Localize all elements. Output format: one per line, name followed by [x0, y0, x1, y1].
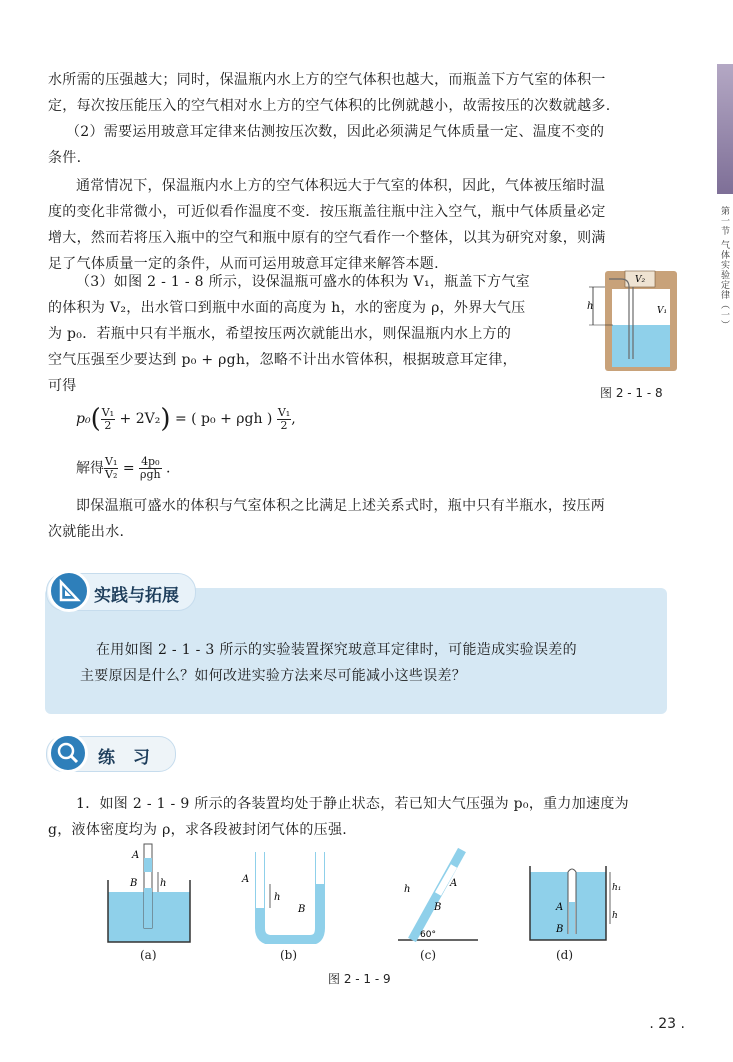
- exercise-text-line: 1．如图 2 - 1 - 9 所示的各装置均处于静止状态，若已知大气压强为 p₀，重力加速度为: [76, 796, 629, 812]
- figure-caption: 图 2 - 1 - 9: [328, 972, 391, 986]
- practice-title: 实践与拓展: [94, 586, 179, 606]
- svg-text:60°: 60°: [420, 930, 436, 940]
- svg-text:B: B: [434, 902, 442, 913]
- text-line: 的体积为 V₂，出水管口到瓶中水面的高度为 h，水的密度为 ρ，外界大气压: [48, 300, 526, 316]
- chapter-tab: [717, 64, 733, 194]
- practice-text-line: 主要原因是什么？如何改进实验方法来尽可能减小这些误差？: [80, 668, 467, 684]
- figure-a: [104, 840, 194, 946]
- text-line: 水所需的压强越大；同时，保温瓶内水上方的空气体积也越大，而瓶盖下方气室的体积一: [48, 72, 606, 88]
- practice-text-line: 在用如图 2 - 1 - 3 所示的实验装置探究玻意耳定律时，可能造成实验误差的: [96, 642, 577, 658]
- text-line: （2）需要运用玻意耳定律来估测按压次数，因此必须满足气体质量一定、温度不变的: [66, 124, 605, 140]
- text-line: 条件.: [48, 150, 82, 166]
- figure-b: [240, 848, 330, 944]
- text-line: 可得: [48, 378, 77, 394]
- figure-label-v1: V₁: [657, 306, 668, 316]
- text-line: 空气压强至少要达到 p₀ + ρgh，忽略不计出水管体积，根据玻意耳定律，: [48, 352, 517, 368]
- figure-c-label: (c): [420, 948, 437, 962]
- exercise-text-line: g，液体密度均为 ρ，求各段被封闭气体的压强.: [48, 822, 347, 838]
- svg-text:B: B: [298, 904, 306, 915]
- text-line: 为 p₀．若瓶中只有半瓶水，希望按压两次就能出水，则保温瓶内水上方的: [48, 326, 512, 342]
- text-line: 次就能出水.: [48, 524, 125, 540]
- triangle-ruler-icon: [48, 570, 90, 612]
- solution-equation: 解得 $\frac{\text{V₁}}{\text{V₂}}$ = $\frac{\text{4p₀}}{\text{ρgh}}$ .: [76, 455, 171, 481]
- svg-text:B: B: [130, 878, 138, 889]
- figure-c: [392, 844, 482, 944]
- text-line: 增大，然而若将压入瓶中的空气和瓶中原有的空气看作一个整体，以其为研究对象，则满: [48, 230, 606, 246]
- svg-text:A: A: [132, 850, 140, 861]
- svg-text:A: A: [450, 878, 458, 889]
- text-line: 即保温瓶可盛水的体积与气室体积之比满足上述关系式时，瓶中只有半瓶水，按压两: [76, 498, 606, 514]
- svg-text:A: A: [242, 874, 250, 885]
- magnifier-icon: [48, 733, 88, 773]
- thermos-figure: [585, 265, 693, 377]
- svg-text:h: h: [160, 878, 167, 889]
- text-line: 度的变化非常微小，可近似看作温度不变．按压瓶盖往瓶中注入空气，瓶中气体质量必定: [48, 204, 606, 220]
- svg-text:h₁: h₁: [612, 883, 622, 893]
- svg-text:B: B: [556, 924, 564, 935]
- section-side-label: 第一节 气体实验定律（一）: [719, 206, 729, 330]
- equation: p₀( $\frac{\text{V₁}}{2}$ + 2V₂) = ( p₀ + ρgh ) $\frac{\text{V₁}}{2}$ ,: [76, 404, 296, 434]
- svg-text:h: h: [404, 884, 411, 895]
- exercise-title: 练 习: [98, 748, 156, 768]
- figure-b-label: (b): [280, 948, 298, 962]
- text-line: 定，每次按压能压入的空气相对水上方的空气体积的比例就越小，故需按压的次数就越多.: [48, 98, 611, 114]
- figure-label-h: h: [587, 301, 594, 312]
- text-line: （3）如图 2 - 1 - 8 所示，设保温瓶可盛水的体积为 V₁，瓶盖下方气室: [76, 274, 530, 290]
- text-line: 足了气体质量一定的条件，从而可运用玻意耳定律来解答本题.: [48, 256, 439, 272]
- page-number: . 23 .: [649, 1016, 685, 1032]
- figure-a-label: (a): [140, 948, 157, 962]
- text-line: 通常情况下，保温瓶内水上方的空气体积远大于气室的体积，因此，气体被压缩时温: [76, 178, 606, 194]
- svg-text:h: h: [612, 911, 618, 921]
- svg-text:A: A: [556, 902, 564, 913]
- svg-text:h: h: [274, 892, 281, 903]
- figure-label-v2: V₂: [635, 275, 646, 285]
- figure-d-label: (d): [556, 948, 574, 962]
- figure-caption: 图 2 - 1 - 8: [600, 386, 663, 400]
- figure-d: [526, 862, 626, 944]
